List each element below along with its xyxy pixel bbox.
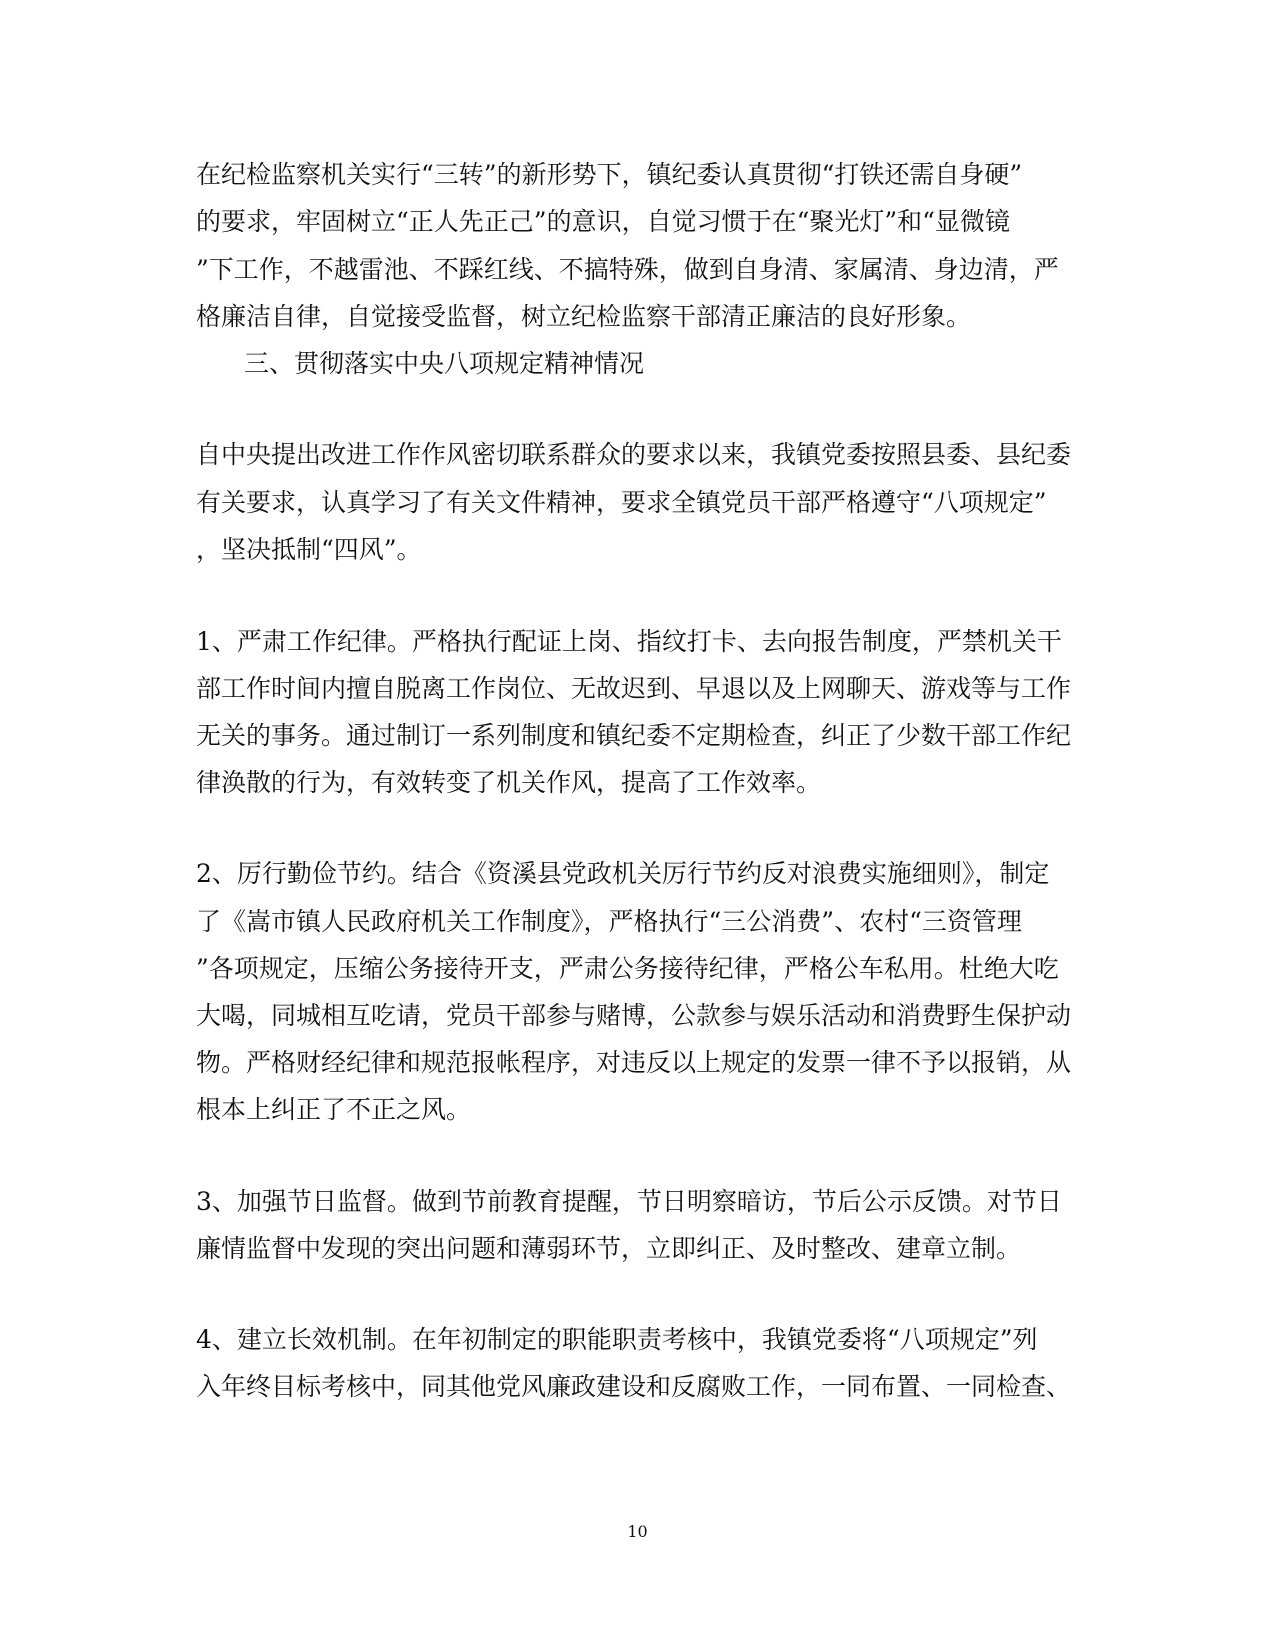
text-line: 有关要求，认真学习了有关文件精神，要求全镇党员干部严格遵守“八项规定” bbox=[196, 488, 1047, 517]
text-line: 廉情监督中发现的突出问题和薄弱环节，立即纠正、及时整改、建章立制。 bbox=[196, 1234, 1022, 1263]
text-line: 1、严肃工作纪律。严格执行配证上岗、指纹打卡、去向报告制度，严禁机关干 bbox=[196, 627, 1062, 656]
section-heading: 三、贯彻落实中央八项规定精神情况 bbox=[244, 349, 645, 378]
text-line: ”下工作，不越雷池、不踩红线、不搞特殊，做到自身清、家属清、身边清，严 bbox=[196, 255, 1059, 284]
text-line: 大喝，同城相互吃请，党员干部参与赌博，公款参与娱乐活动和消费野生保护动 bbox=[196, 1001, 1072, 1030]
text-line: ，坚决抵制“四风”。 bbox=[196, 535, 422, 564]
text-line: 2、厉行勤俭节约。结合《资溪县党政机关厉行节约反对浪费实施细则》，制定 bbox=[196, 859, 1050, 888]
text-line: 4、建立长效机制。在年初制定的职能职责考核中，我镇党委将“八项规定”列 bbox=[196, 1325, 1038, 1354]
text-line: 律涣散的行为，有效转变了机关作风，提高了工作效率。 bbox=[196, 768, 822, 797]
text-line: 3、加强节日监督。做到节前教育提醒，节日明察暗访，节后公示反馈。对节日 bbox=[196, 1187, 1062, 1216]
text-line: 了《嵩市镇人民政府机关工作制度》，严格执行“三公消费”、农村“三资管理 bbox=[196, 907, 1022, 936]
text-line: 在纪检监察机关实行“三转”的新形势下，镇纪委认真贯彻“打铁还需自身硬” bbox=[196, 160, 1023, 189]
text-line: 无关的事务。通过制订一系列制度和镇纪委不定期检查，纠正了少数干部工作纪 bbox=[196, 721, 1072, 750]
text-line: 入年终目标考核中，同其他党风廉政建设和反腐败工作，一同布置、一同检查、 bbox=[196, 1372, 1072, 1401]
page-number: 10 bbox=[627, 1522, 648, 1541]
text-line: 格廉洁自律，自觉接受监督，树立纪检监察干部清正廉洁的良好形象。 bbox=[196, 302, 972, 331]
text-line: 的要求，牢固树立“正人先正己”的意识，自觉习惯于在“聚光灯”和“显微镜 bbox=[196, 207, 1010, 236]
text-line: 物。严格财经纪律和规范报帐程序，对违反以上规定的发票一律不予以报销，从 bbox=[196, 1048, 1072, 1077]
text-line: 根本上纠正了不正之风。 bbox=[196, 1095, 472, 1124]
text-line: 自中央提出改进工作作风密切联系群众的要求以来，我镇党委按照县委、县纪委 bbox=[196, 440, 1072, 469]
text-line: 部工作时间内擅自脱离工作岗位、无故迟到、早退以及上网聊天、游戏等与工作 bbox=[196, 674, 1072, 703]
text-line: ”各项规定，压缩公务接待开支，严肃公务接待纪律，严格公车私用。杜绝大吃 bbox=[196, 954, 1059, 983]
